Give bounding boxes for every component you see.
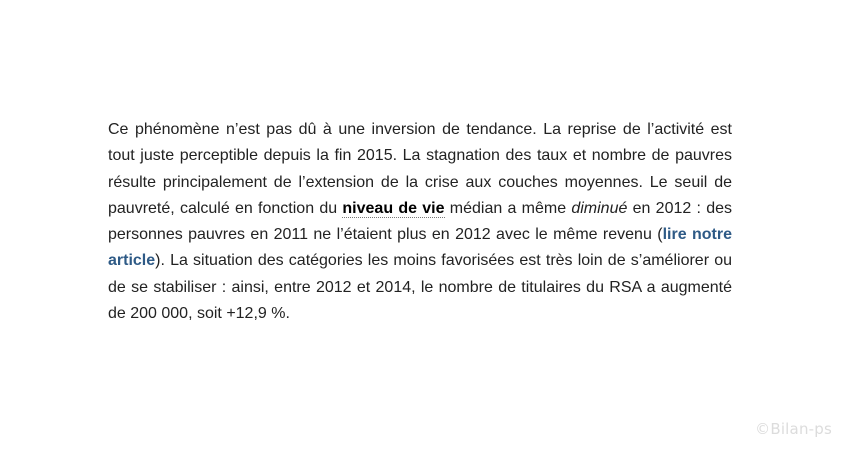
- lire-notre-article-link[interactable]: lire notre article: [108, 226, 732, 270]
- niveau-de-vie-link[interactable]: niveau de vie: [342, 199, 445, 217]
- paragraph-text-1: Ce phénomène n’est pas dû à une inversion de tendance. La reprise de l’activité est tout juste perceptible depuis la fin 2015. La stagnation des taux et nombre de pauvres résulte principalement de l’extension de la crise aux couches moyennes. Le seuil de pauvreté, calculé en fonction du: [108, 121, 732, 217]
- paragraph-text-4: ). La situation des catégories les moins favorisées est très loin de s’améliorer ou de se stabiliser : ainsi, entre 2012 et 2014, le nombre de titulaires du RSA a augmenté de 200 000, soit +12,9 %.: [108, 252, 732, 323]
- article-paragraph: [108, 117, 732, 327]
- emphasis-text: diminué: [571, 199, 628, 217]
- paragraph-text-2: médian a même: [444, 199, 572, 217]
- watermark: ©Bilan-ps: [755, 420, 832, 438]
- paragraph-text-3: en 2012 : des personnes pauvres en 2011 ne l’étaient plus en 2012 avec le même revenu (: [108, 199, 733, 244]
